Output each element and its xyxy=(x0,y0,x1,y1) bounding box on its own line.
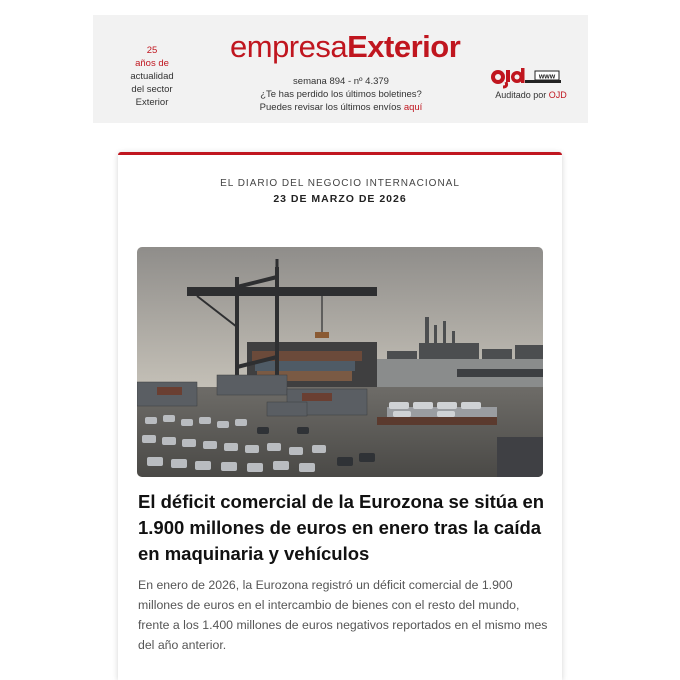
article-headline[interactable]: El déficit comercial de la Eurozona se sitúa en 1.900 millones de euros en enero tras la caída en maquinaria y vehículos xyxy=(138,491,545,564)
issue-number: semana 894 - nº 4.379 xyxy=(293,76,389,87)
anniversary-line-1: años de xyxy=(135,58,169,69)
anniversary-number: 25 xyxy=(146,45,158,56)
audited-prefix: Auditado por xyxy=(495,90,547,100)
ojd-www-text: www xyxy=(538,73,556,81)
anniversary-line-3: del sector xyxy=(131,84,173,95)
audited-brand: OJD xyxy=(548,90,567,100)
logo-part-1: empresa xyxy=(230,29,348,64)
anniversary-badge xyxy=(122,44,182,109)
review-link[interactable]: aquí xyxy=(403,102,423,113)
logo-part-2: Exterior xyxy=(347,29,461,64)
article-photo[interactable] xyxy=(137,247,543,477)
issue-date: 23 DE MARZO DE 2026 xyxy=(273,193,407,205)
review-text: Puedes revisar los últimos envíos xyxy=(259,102,402,113)
ojd-logo-icon xyxy=(489,65,569,89)
issue-info xyxy=(211,75,471,114)
empresa-exterior-logo[interactable] xyxy=(230,27,461,67)
port-photo-image xyxy=(137,247,543,477)
article-card xyxy=(118,152,562,680)
anniversary-line-2: actualidad xyxy=(130,71,174,82)
newsletter-header xyxy=(93,15,588,123)
missed-question: ¿Te has perdido los últimos boletines? xyxy=(260,89,422,100)
ojd-logo[interactable] xyxy=(489,65,569,89)
anniversary-line-4: Exterior xyxy=(135,97,169,108)
review-line xyxy=(211,101,471,114)
article-lead: En enero de 2026, la Eurozona registró un déficit comercial de 1.900 millones de euros en el intercambio de bienes con el resto del mundo, frente a los 1.400 millones de euros negativos reportados en el mismo mes del año anterior. xyxy=(138,578,548,652)
ojd-audit-text xyxy=(486,90,576,100)
newspaper-tagline: EL DIARIO DEL NEGOCIO INTERNACIONAL xyxy=(220,178,460,189)
